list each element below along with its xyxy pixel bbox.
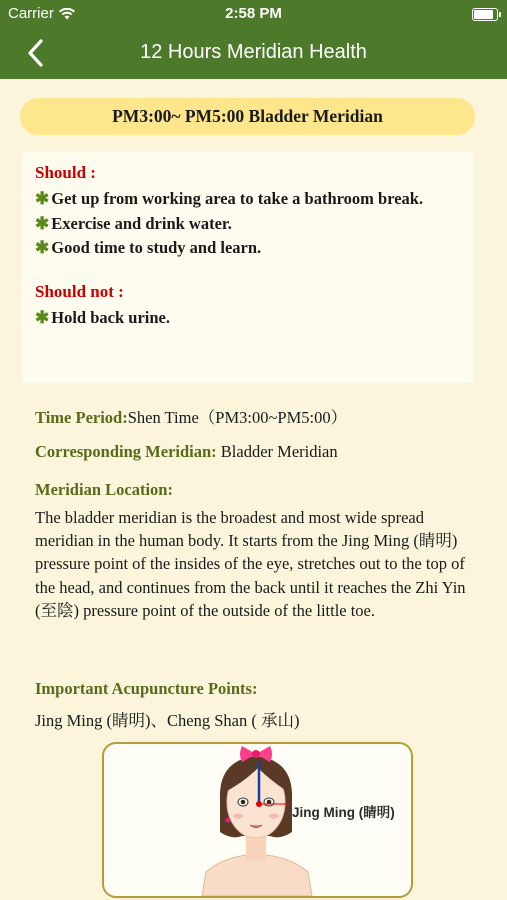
star-icon: ✱: [35, 189, 50, 208]
should-heading: Should :: [35, 163, 96, 182]
star-icon: ✱: [35, 238, 50, 257]
star-icon: ✱: [35, 213, 50, 233]
corresponding-meridian-value: Bladder Meridian: [216, 442, 338, 461]
corresponding-meridian-label: Corresponding Meridian:: [35, 442, 217, 461]
acupuncture-points-value: Jing Ming (睛明)、Cheng Shan ( 承山): [35, 711, 300, 730]
should-not-item: ✱ Hold back urine.: [35, 307, 170, 327]
period-title: PM3:00~ PM5:00 Bladder Meridian: [112, 106, 383, 126]
battery-level: [474, 10, 493, 19]
time-period-label: Time Period:: [35, 408, 128, 427]
acupuncture-illustration: [102, 742, 413, 898]
corresponding-meridian-row: [35, 442, 475, 462]
should-item: ✱ Good time to study and learn.: [35, 238, 262, 257]
period-title-banner: [20, 98, 475, 135]
carrier-label: Carrier: [8, 5, 54, 22]
meridian-location-text: The bladder meridian is the broadest and most wide spread meridian in the human body. It starts from the Jing Ming (睛明) pressure point of the insides of the eye, stretches out to the top of the head, and continues from the back until it reaches the Zhi Yin (至陰) pressure point of the outside of the little toe.: [35, 508, 466, 620]
page-title: 12 Hours Meridian Health: [140, 41, 367, 63]
navigation-bar: [0, 28, 507, 79]
star-icon: ✱: [35, 307, 50, 327]
time-period-row: [35, 404, 475, 428]
should-item: ✱ Get up from working area to take a bathroom break.: [35, 189, 424, 208]
battery-icon: [472, 8, 498, 21]
jing-ming-callout: Jing Ming (睛明): [292, 805, 395, 820]
should-item: ✱ Exercise and drink water.: [35, 213, 232, 233]
status-bar: [0, 0, 507, 28]
should-not-heading: Should not :: [35, 281, 124, 301]
meridian-location-label: Meridian Location:: [35, 480, 173, 499]
acupuncture-points-label: Important Acupuncture Points:: [35, 679, 258, 698]
clock: 2:58 PM: [225, 5, 282, 22]
advice-card: [22, 152, 473, 383]
time-period-value: Shen Time（PM3:00~PM5:00）: [127, 408, 348, 427]
